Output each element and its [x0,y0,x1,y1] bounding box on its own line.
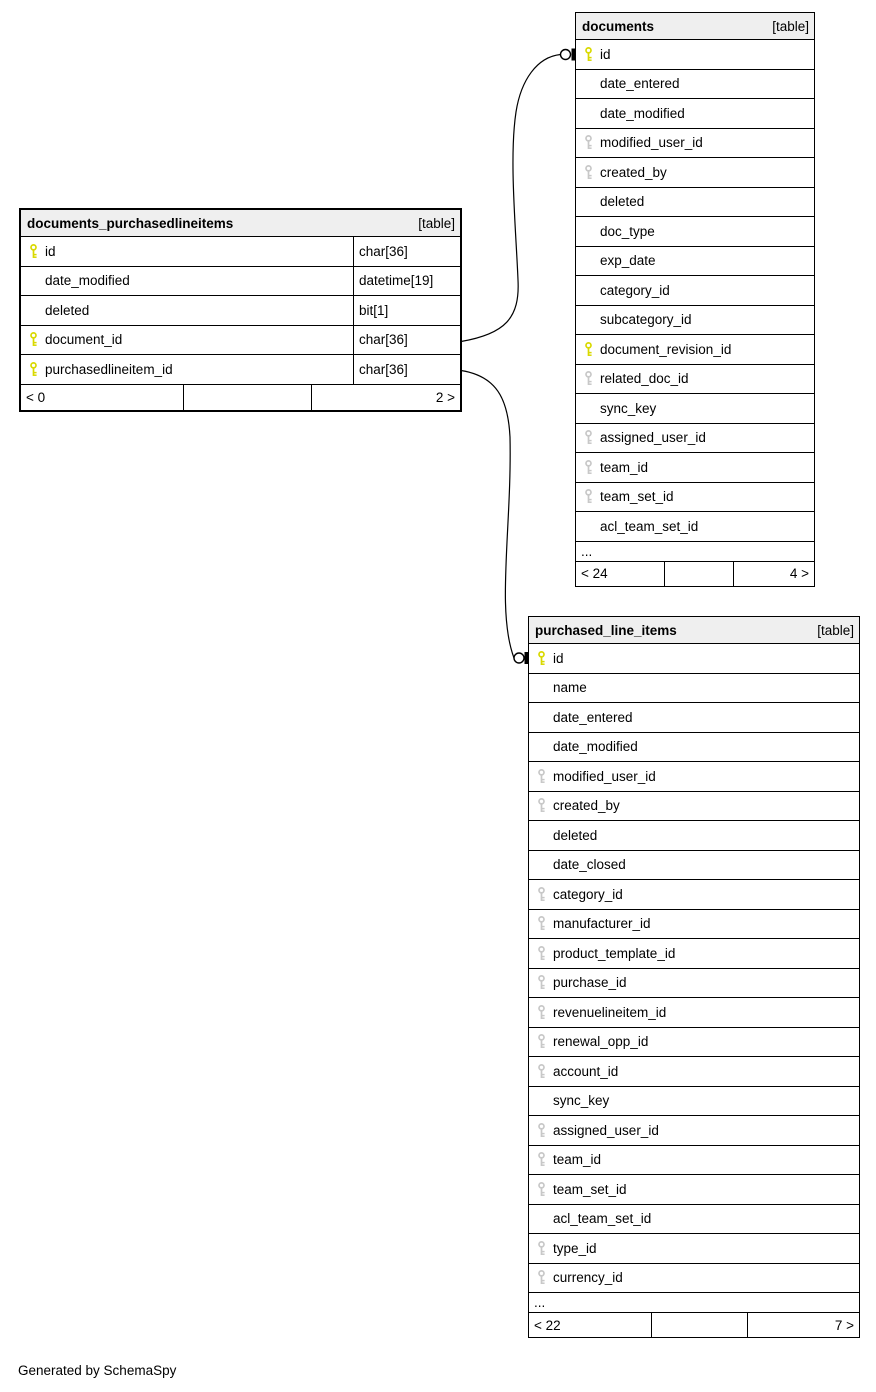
column-name: revenuelineitem_id [553,1004,667,1020]
column-row [576,335,814,365]
key-icon-placeholder [576,99,600,128]
column-name: exp_date [600,253,656,269]
column-row [576,99,814,129]
column-name: purchase_id [553,975,627,991]
column-row [529,1146,859,1176]
foreign-key-icon [529,1264,553,1293]
table-tag: [table] [418,215,455,231]
column-name: date_entered [553,709,633,725]
column-row [21,355,460,385]
column-row [529,1028,859,1058]
foreign-key-icon [529,1057,553,1086]
column-name: sync_key [600,400,657,416]
column-name: created_by [553,798,620,814]
column-name: deleted [600,194,645,210]
foreign-key-icon [576,365,600,394]
column-name: acl_team_set_id [600,518,699,534]
column-name: created_by [600,164,667,180]
footer-right-count: 2 > [311,385,460,410]
table-title: documents_purchasedlineitems [27,215,234,231]
foreign-key-icon [576,424,600,453]
column-name: deleted [553,827,598,843]
key-icon-placeholder [529,703,553,732]
column-name: category_id [553,886,623,902]
foreign-key-icon [529,1234,553,1263]
footer-left-count: < 22 [534,1317,561,1333]
column-name: manufacturer_id [553,916,651,932]
foreign-key-icon [529,1146,553,1175]
foreign-key-icon [576,129,600,158]
column-row [21,267,460,297]
column-type: char[36] [353,326,460,355]
table-node-documents_purchasedlineitems[interactable] [19,208,462,412]
table-header [576,13,814,40]
table-node-purchased_line_items[interactable] [528,616,860,1338]
footer-spacer [183,385,310,410]
generated-by-note: Generated by SchemaSpy [18,1363,177,1378]
column-row [529,762,859,792]
column-name: team_set_id [600,489,674,505]
column-name: id [600,46,611,62]
column-name: team_id [553,1152,602,1168]
column-row [21,326,460,356]
column-name: acl_team_set_id [553,1211,652,1227]
column-row [576,247,814,277]
one-end-circle-icon [561,50,571,60]
column-name: subcategory_id [600,312,692,328]
foreign-key-icon [529,939,553,968]
column-type: char[36] [353,237,460,266]
column-row [529,1234,859,1264]
column-name: assigned_user_id [553,1122,659,1138]
foreign-key-icon [529,910,553,939]
foreign-key-icon [529,1175,553,1204]
table-header [529,617,859,644]
column-name: team_set_id [553,1181,627,1197]
column-name: date_modified [45,273,130,289]
table-tag: [table] [817,622,854,638]
column-name: renewal_opp_id [553,1034,649,1050]
column-row [21,237,460,267]
column-name: deleted [45,302,90,318]
column-row [529,703,859,733]
column-row [529,1175,859,1205]
column-name: related_doc_id [600,371,689,387]
column-name: doc_type [600,223,655,239]
column-row [529,644,859,674]
column-row [576,217,814,247]
footer-left-count: < 24 [581,566,608,581]
relationship-line-purchasedlineitem-id [461,371,528,665]
column-row [529,1264,859,1294]
foreign-key-icon [529,762,553,791]
column-row [576,276,814,306]
table-footer [576,562,814,586]
column-name: date_modified [600,105,685,121]
column-name: assigned_user_id [600,430,706,446]
primary-key-icon [576,40,600,69]
column-row [576,365,814,395]
column-name: document_revision_id [600,341,732,357]
foreign-key-icon [576,158,600,187]
column-row [576,453,814,483]
column-row [576,306,814,336]
key-icon-placeholder [529,733,553,762]
column-row [529,821,859,851]
key-icon-placeholder [529,1087,553,1116]
column-row [529,733,859,763]
key-icon-placeholder [529,821,553,850]
column-type: bit[1] [353,296,460,325]
column-row [576,40,814,70]
table-footer [529,1313,859,1337]
key-icon-placeholder [576,394,600,423]
footer-right-count: 4 > [733,562,814,586]
column-name: modified_user_id [600,135,703,151]
column-row [529,851,859,881]
column-name: team_id [600,459,649,475]
ellipsis-row: ... [529,1293,859,1313]
table-title: purchased_line_items [535,622,677,638]
one-end-circle-icon [514,653,524,663]
column-name: date_entered [600,76,680,92]
table-footer [21,385,460,410]
footer-left-count: < 0 [26,389,46,405]
column-name: product_template_id [553,945,676,961]
key-icon-placeholder [576,276,600,305]
footer-spacer [651,1313,747,1337]
ellipsis-row: ... [576,542,814,562]
foreign-key-icon [529,998,553,1027]
column-name: id [45,243,56,259]
column-row [529,792,859,822]
column-name: document_id [45,332,123,348]
key-icon-placeholder [529,674,553,703]
primary-key-icon [21,326,45,355]
table-node-documents[interactable] [575,12,815,587]
footer-right-count: 7 > [747,1313,859,1337]
key-icon-placeholder [576,70,600,99]
primary-key-icon [21,355,45,384]
column-row [576,483,814,513]
column-name: sync_key [553,1093,610,1109]
key-icon-placeholder [576,247,600,276]
column-row [529,1205,859,1235]
column-name: date_modified [553,739,638,755]
column-name: modified_user_id [553,768,656,784]
column-row [529,998,859,1028]
column-row [576,394,814,424]
column-row [576,129,814,159]
table-title: documents [582,18,655,34]
key-icon-placeholder [576,217,600,246]
key-icon-placeholder [529,851,553,880]
column-row [529,1116,859,1146]
key-icon-placeholder [576,512,600,541]
column-type: char[36] [353,355,460,384]
foreign-key-icon [529,792,553,821]
column-name: date_closed [553,857,626,873]
key-icon-placeholder [576,306,600,335]
foreign-key-icon [576,483,600,512]
column-name: currency_id [553,1270,623,1286]
column-row [529,969,859,999]
column-name: account_id [553,1063,619,1079]
column-row [529,880,859,910]
column-row [576,424,814,454]
column-name: id [553,650,564,666]
key-icon-placeholder [21,267,45,296]
column-type: datetime[19] [353,267,460,296]
column-row [576,70,814,100]
column-row [529,1057,859,1087]
foreign-key-icon [529,880,553,909]
primary-key-icon [529,644,553,673]
foreign-key-icon [529,1116,553,1145]
foreign-key-icon [529,1028,553,1057]
foreign-key-icon [576,453,600,482]
key-icon-placeholder [21,296,45,325]
column-row [529,1087,859,1117]
key-icon-placeholder [576,188,600,217]
primary-key-icon [21,237,45,266]
column-row [21,296,460,326]
primary-key-icon [576,335,600,364]
column-row [576,188,814,218]
column-name: name [553,680,587,696]
column-row [576,512,814,542]
footer-spacer [664,562,733,586]
table-tag: [table] [772,18,809,34]
column-name: category_id [600,282,670,298]
relationship-line-document-id [461,49,575,342]
table-header [21,210,460,237]
column-row [529,910,859,940]
key-icon-placeholder [529,1205,553,1234]
foreign-key-icon [529,969,553,998]
column-name: type_id [553,1240,597,1256]
column-row [576,158,814,188]
column-row [529,939,859,969]
column-row [529,674,859,704]
column-name: purchasedlineitem_id [45,361,173,377]
